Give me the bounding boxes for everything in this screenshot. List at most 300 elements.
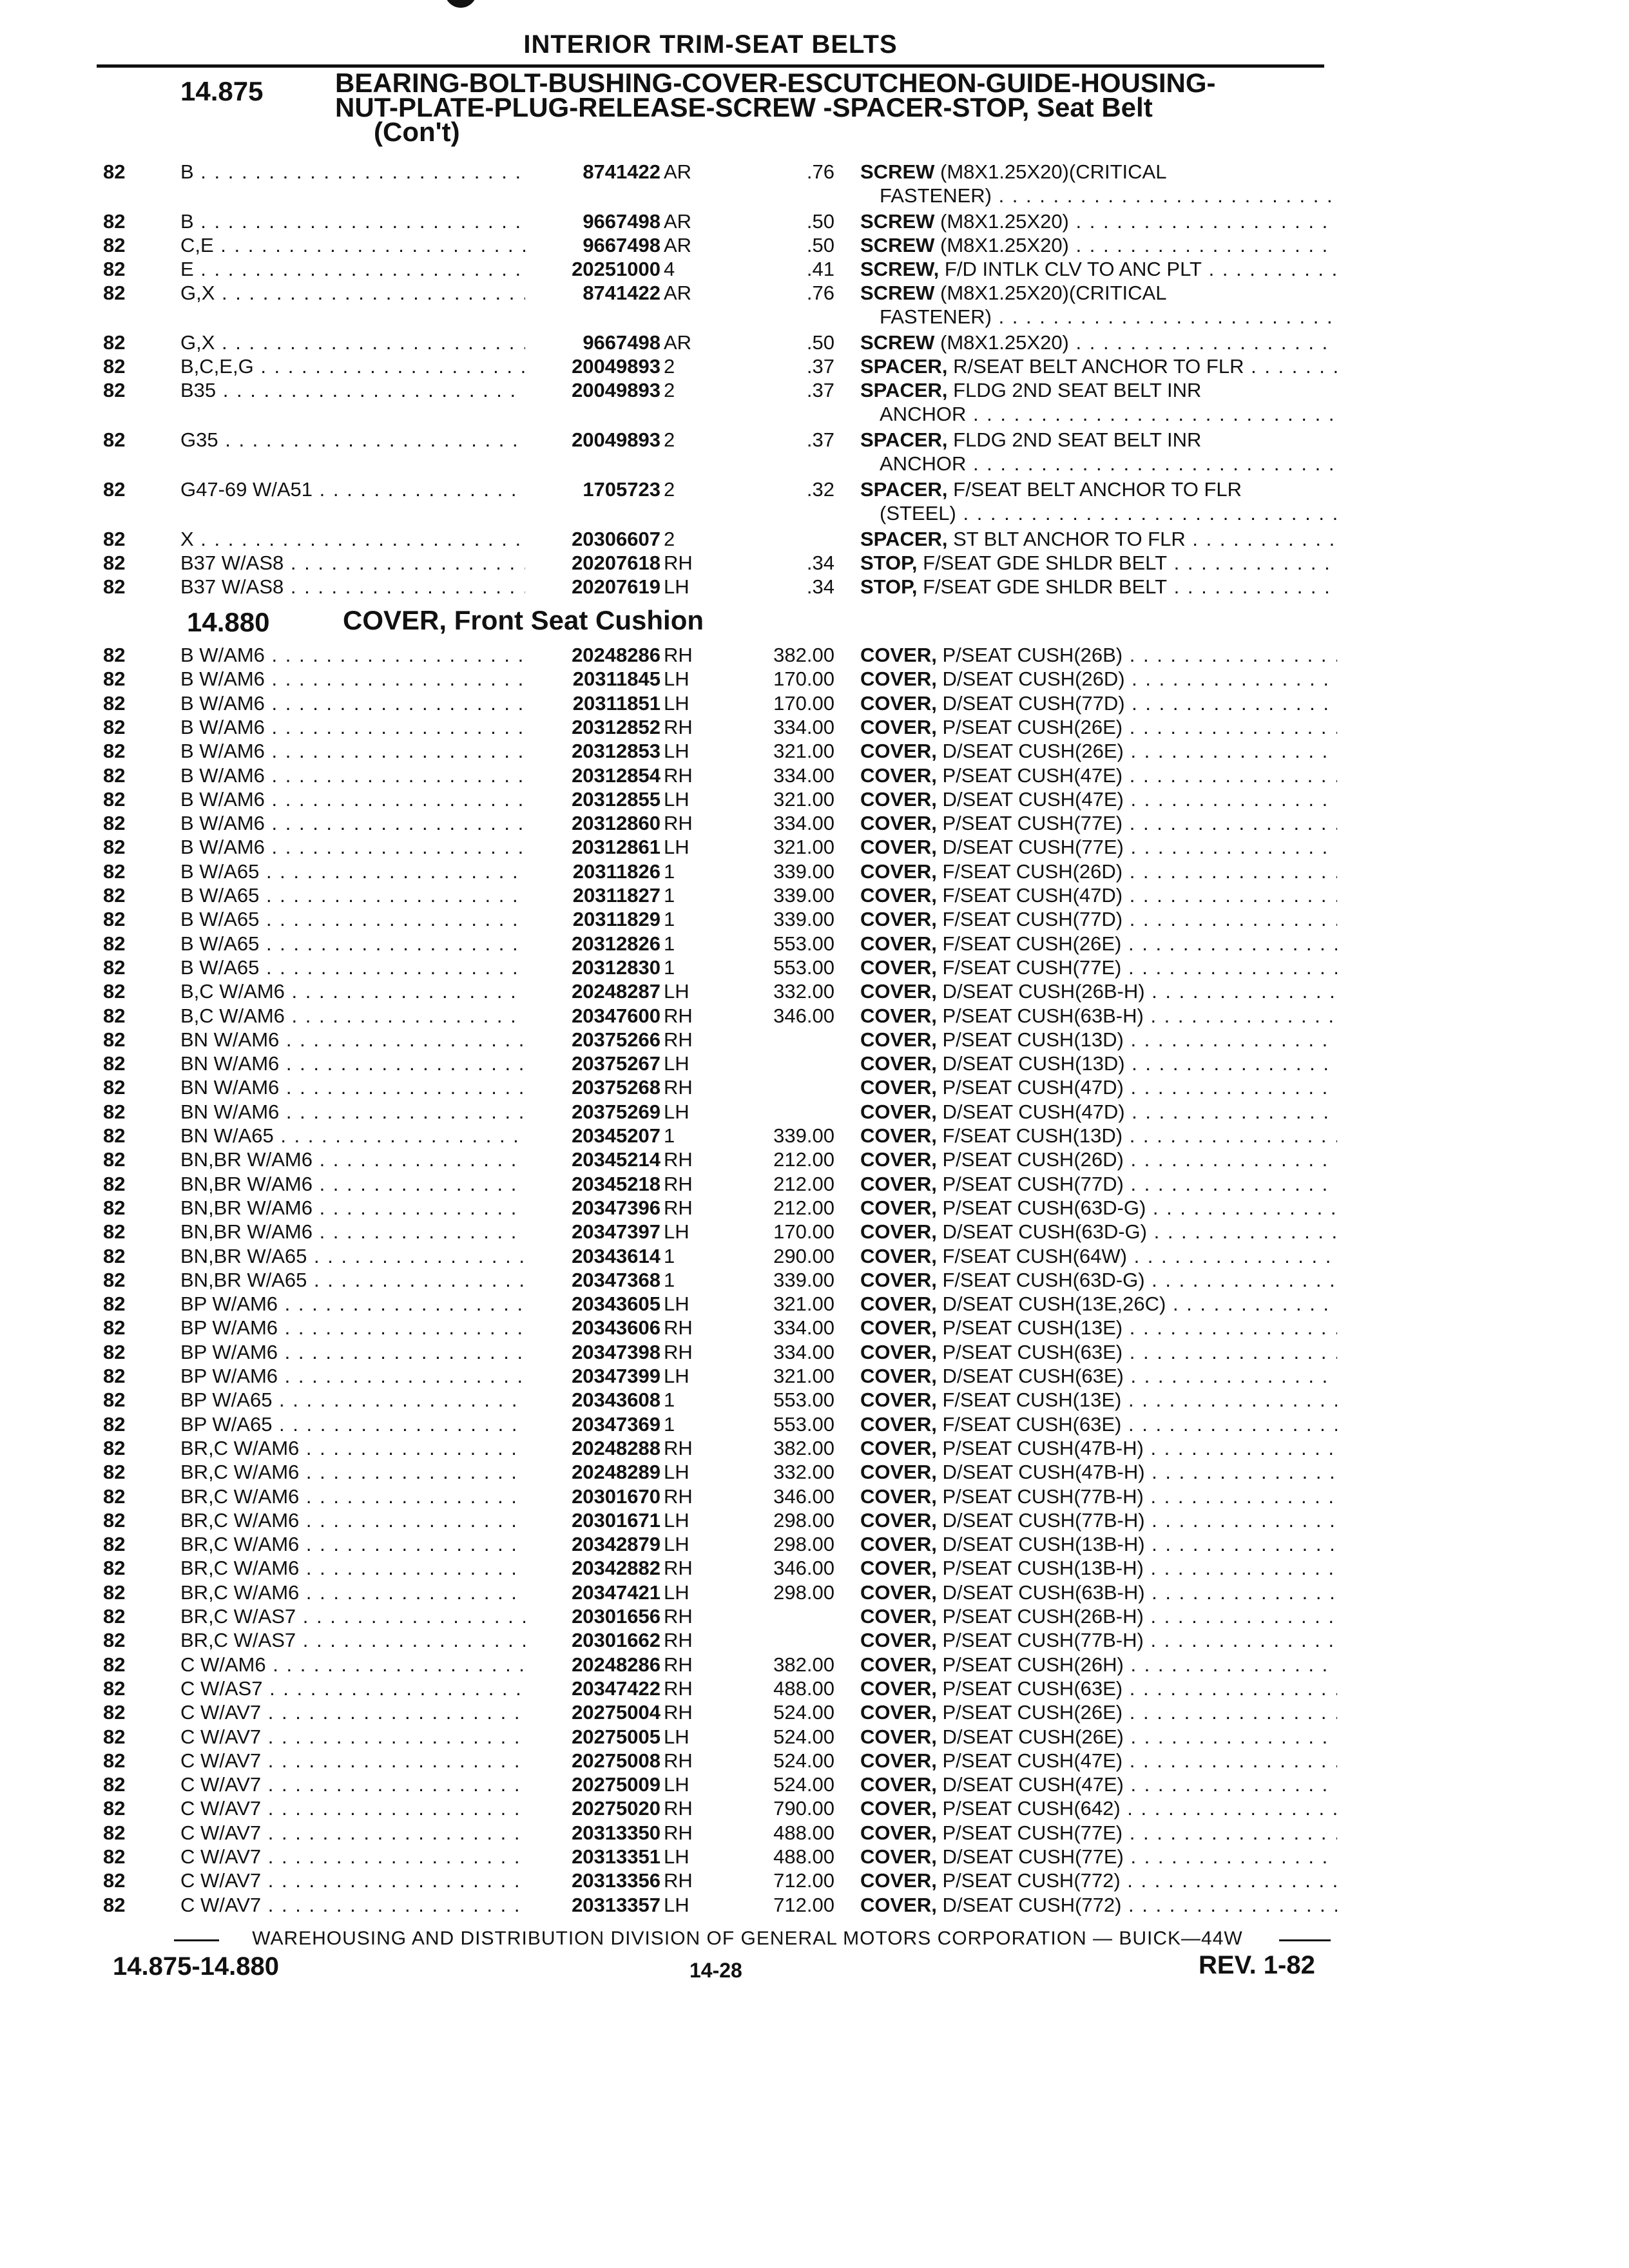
description-cell: COVER, D/SEAT CUSH(47E) . . . — [860, 787, 1337, 811]
model-cell: BR,C W/AM6 . . . — [180, 1581, 525, 1604]
description-cell: COVER, P/SEAT CUSH(77E) . . . — [860, 811, 1337, 835]
page-top-mark — [445, 0, 477, 8]
description-keyword: COVER, — [860, 1028, 937, 1051]
part-number-cell: 20375269 — [572, 1100, 660, 1123]
table-row — [0, 739, 1629, 763]
part-number-cell: 20311851 — [572, 691, 660, 715]
description-cell: COVER, F/SEAT CUSH(77D) . . . — [860, 907, 1337, 931]
description-cell: COVER, P/SEAT CUSH(47B-H) . . . — [860, 1436, 1337, 1460]
description-keyword: COVER, — [860, 1797, 937, 1820]
description-cell: COVER, F/SEAT CUSH(13E) . . . — [860, 1388, 1337, 1412]
section-title — [335, 68, 1216, 147]
table-row — [0, 787, 1629, 811]
price-cell: 553.00 — [773, 956, 834, 979]
group-cell: 82 — [103, 1244, 126, 1267]
description-cell: COVER, D/SEAT CUSH(47B-H) . . . — [860, 1460, 1337, 1484]
group-cell: 82 — [103, 1821, 126, 1844]
table-row — [0, 932, 1629, 956]
group-cell: 82 — [103, 428, 126, 451]
group-cell: 82 — [103, 1365, 126, 1387]
model-cell: C W/AV7 . . . — [180, 1725, 525, 1749]
part-number-cell: 20301656 — [572, 1605, 660, 1628]
model-cell: B,C W/AM6 . . . — [180, 979, 525, 1003]
price-cell: 321.00 — [773, 1293, 834, 1316]
description-keyword: COVER, — [860, 884, 937, 907]
model-cell: BR,C W/AM6 . . . — [180, 1556, 525, 1580]
group-cell: 82 — [103, 1316, 126, 1340]
section-title-line: (Con't) — [374, 117, 460, 147]
price-cell: .41 — [806, 258, 834, 280]
description-keyword: COVER, — [860, 812, 937, 835]
description-keyword: SPACER, — [860, 528, 948, 550]
description-keyword: COVER, — [860, 1557, 937, 1580]
price-cell: 553.00 — [773, 932, 834, 955]
part-number-cell: 20343614 — [572, 1244, 660, 1267]
part-number-cell: 20347368 — [572, 1268, 660, 1291]
description-cell: COVER, D/SEAT CUSH(47D) . . . — [860, 1100, 1337, 1124]
part-number-cell: 20312826 — [572, 932, 660, 955]
table-row — [0, 667, 1629, 691]
price-cell: 298.00 — [773, 1581, 834, 1604]
description-keyword: COVER, — [860, 860, 937, 883]
table-row — [0, 160, 1629, 184]
description-cell: COVER, D/SEAT CUSH(13E,26C) . . . — [860, 1292, 1337, 1316]
part-number-cell: 20347422 — [572, 1677, 660, 1700]
description-keyword: SPACER, — [860, 428, 948, 451]
table-row — [0, 1388, 1629, 1412]
price-cell: 346.00 — [773, 1004, 834, 1027]
quantity-cell: LH — [664, 1508, 689, 1532]
description-cell: SCREW (M8X1.25X20) . . . — [860, 209, 1337, 233]
description-cell: COVER, P/SEAT CUSH(26E) . . . — [860, 715, 1337, 739]
model-cell: C W/AV7 . . . — [180, 1773, 525, 1796]
description-keyword: COVER, — [860, 1389, 937, 1412]
group-cell: 82 — [103, 956, 126, 979]
model-cell: B W/A65 . . . — [180, 860, 525, 883]
part-number-cell: 20301662 — [572, 1629, 660, 1652]
part-number-cell: 20248289 — [572, 1461, 660, 1484]
table-row — [0, 233, 1629, 257]
part-number-cell: 20313357 — [572, 1893, 660, 1916]
table-row — [0, 1436, 1629, 1460]
quantity-cell: LH — [664, 575, 689, 598]
model-cell: BR,C W/AM6 . . . — [180, 1460, 525, 1484]
part-number-cell: 20347600 — [572, 1004, 660, 1027]
group-cell: 82 — [103, 1725, 126, 1748]
description-keyword: COVER, — [860, 1893, 937, 1916]
quantity-cell: 2 — [664, 528, 675, 550]
table-row-continuation — [0, 305, 1629, 329]
table-row-continuation — [0, 501, 1629, 525]
quantity-cell: LH — [664, 836, 689, 859]
model-cell: BR,C W/AM6 . . . — [180, 1532, 525, 1556]
price-cell: .34 — [806, 552, 834, 574]
price-cell: 524.00 — [773, 1749, 834, 1772]
description-cell: COVER, D/SEAT CUSH(63D-G) . . . — [860, 1220, 1337, 1244]
table-row — [0, 1172, 1629, 1196]
quantity-cell: 1 — [664, 884, 675, 907]
part-number-cell: 20275005 — [572, 1725, 660, 1748]
model-cell: BN W/AM6 . . . — [180, 1100, 525, 1124]
table-row — [0, 1100, 1629, 1124]
description-cell: COVER, F/SEAT CUSH(63D-G) . . . — [860, 1268, 1337, 1292]
description-cell: SPACER, FLDG 2ND SEAT BELT INR — [860, 428, 1202, 451]
description-continuation: FASTENER) . . . — [860, 184, 1337, 207]
group-cell: 82 — [103, 210, 126, 233]
model-cell: B . . . — [180, 209, 525, 233]
part-number-cell: 9667498 — [583, 210, 660, 233]
description-cell: COVER, D/SEAT CUSH(77E) . . . — [860, 835, 1337, 859]
footer-rule-left — [174, 1939, 219, 1941]
part-number-cell: 20248287 — [572, 980, 660, 1003]
part-number-cell: 20375267 — [572, 1052, 660, 1075]
description-cell: COVER, P/SEAT CUSH(26B-H) . . . — [860, 1604, 1337, 1628]
description-keyword: COVER, — [860, 1293, 937, 1316]
part-number-cell: 8741422 — [583, 282, 660, 304]
table-row — [0, 1581, 1629, 1604]
description-keyword: COVER, — [860, 1365, 937, 1387]
description-keyword: COVER, — [860, 1436, 937, 1459]
group-cell: 82 — [103, 1749, 126, 1772]
description-cell: COVER, P/SEAT CUSH(642) . . . — [860, 1796, 1337, 1820]
group-cell: 82 — [103, 1461, 126, 1484]
group-cell: 82 — [103, 1076, 126, 1099]
price-cell: 334.00 — [773, 1340, 834, 1363]
description-keyword: SCREW — [860, 331, 935, 354]
description-cell: COVER, P/SEAT CUSH(77D) . . . — [860, 1172, 1337, 1196]
table-row — [0, 1268, 1629, 1292]
table-row — [0, 1796, 1629, 1820]
group-cell: 82 — [103, 1533, 126, 1556]
quantity-cell: RH — [664, 1557, 693, 1580]
group-cell: 82 — [103, 1605, 126, 1628]
quantity-cell: 2 — [664, 355, 675, 378]
quantity-cell: 1 — [664, 860, 675, 883]
group-cell: 82 — [103, 740, 126, 763]
model-cell: BN W/AM6 . . . — [180, 1052, 525, 1075]
description-keyword: COVER, — [860, 1196, 937, 1219]
group-cell: 82 — [103, 1869, 126, 1892]
group-cell: 82 — [103, 552, 126, 574]
price-cell: 334.00 — [773, 812, 834, 835]
description-keyword: COVER, — [860, 740, 937, 763]
table-row — [0, 860, 1629, 883]
footer-page-number: 14-28 — [689, 1959, 742, 1982]
quantity-cell: RH — [664, 1076, 693, 1099]
quantity-cell: RH — [664, 1677, 693, 1700]
part-number-cell: 9667498 — [583, 234, 660, 256]
quantity-cell: LH — [664, 668, 689, 691]
table-row-continuation — [0, 184, 1629, 207]
description-keyword: COVER, — [860, 1220, 937, 1244]
group-cell: 82 — [103, 1196, 126, 1219]
quantity-cell: AR — [664, 234, 692, 256]
price-cell: 339.00 — [773, 860, 834, 883]
table-row — [0, 1075, 1629, 1099]
price-cell: 334.00 — [773, 715, 834, 738]
footer-rule-right — [1279, 1939, 1331, 1941]
description-cell: COVER, F/SEAT CUSH(26E) . . . — [860, 932, 1337, 956]
quantity-cell: AR — [664, 331, 692, 354]
group-cell: 82 — [103, 1797, 126, 1820]
group-cell: 82 — [103, 1268, 126, 1291]
description-keyword: COVER, — [860, 1268, 937, 1291]
description-keyword: COVER, — [860, 715, 937, 738]
part-number-cell: 20312855 — [572, 787, 660, 811]
part-number-cell: 20311829 — [572, 908, 660, 931]
table-row — [0, 354, 1629, 378]
description-keyword: COVER, — [860, 691, 937, 715]
quantity-cell: RH — [664, 1148, 693, 1171]
model-cell: G47-69 W/A51 . . . — [180, 477, 525, 501]
price-cell: 382.00 — [773, 1436, 834, 1459]
table-row — [0, 257, 1629, 281]
description-keyword: COVER, — [860, 668, 937, 691]
description-keyword: COVER, — [860, 1773, 937, 1796]
quantity-cell: RH — [664, 1436, 693, 1459]
table-row — [0, 1052, 1629, 1075]
part-number-cell: 20347369 — [572, 1412, 660, 1436]
table-row — [0, 883, 1629, 907]
part-number-cell: 20311827 — [572, 884, 660, 907]
quantity-cell: 1 — [664, 1124, 675, 1147]
group-cell: 82 — [103, 1845, 126, 1868]
price-cell: 712.00 — [773, 1893, 834, 1916]
group-cell: 82 — [103, 715, 126, 738]
description-keyword: SCREW, — [860, 258, 940, 280]
model-cell: B W/AM6 . . . — [180, 667, 525, 691]
description-keyword: COVER, — [860, 1533, 937, 1556]
description-cell: COVER, P/SEAT CUSH(47D) . . . — [860, 1075, 1337, 1099]
quantity-cell: RH — [664, 715, 693, 738]
table-row — [0, 1677, 1629, 1700]
description-keyword: COVER, — [860, 1677, 937, 1700]
table-row — [0, 1316, 1629, 1340]
description-cell: COVER, P/SEAT CUSH(47E) . . . — [860, 1749, 1337, 1773]
group-cell: 82 — [103, 644, 126, 666]
price-cell: 339.00 — [773, 1124, 834, 1147]
quantity-cell: LH — [664, 1293, 689, 1316]
part-number-cell: 20311826 — [572, 860, 660, 883]
table-row — [0, 643, 1629, 667]
description-cell: SCREW (M8X1.25X20)(CRITICAL — [860, 160, 1167, 183]
description-keyword: COVER, — [860, 1605, 937, 1628]
description-keyword: COVER, — [860, 1124, 937, 1147]
part-number-cell: 20301670 — [572, 1485, 660, 1508]
part-number-cell: 20312853 — [572, 740, 660, 763]
model-cell: C W/AV7 . . . — [180, 1893, 525, 1917]
model-cell: BN,BR W/AM6 . . . — [180, 1172, 525, 1196]
description-keyword: COVER, — [860, 1869, 937, 1892]
description-cell: COVER, D/SEAT CUSH(47E) . . . — [860, 1773, 1337, 1796]
table-row — [0, 331, 1629, 354]
model-cell: C W/AV7 . . . — [180, 1700, 525, 1724]
quantity-cell: 2 — [664, 478, 675, 501]
model-cell: B W/AM6 . . . — [180, 764, 525, 787]
part-number-cell: 20311845 — [572, 668, 660, 691]
description-cell: COVER, P/SEAT CUSH(63B-H) . . . — [860, 1004, 1337, 1028]
quantity-cell: RH — [664, 1605, 693, 1628]
group-cell: 82 — [103, 1172, 126, 1195]
part-number-cell: 20347396 — [572, 1196, 660, 1219]
model-cell: B W/A65 . . . — [180, 907, 525, 931]
description-cell: COVER, D/SEAT CUSH(13D) . . . — [860, 1052, 1337, 1075]
model-cell: C W/AS7 . . . — [180, 1677, 525, 1700]
table-row — [0, 956, 1629, 979]
part-number-cell: 20275008 — [572, 1749, 660, 1772]
group-cell: 82 — [103, 1148, 126, 1171]
price-cell: 332.00 — [773, 980, 834, 1003]
table-row — [0, 1893, 1629, 1917]
model-cell: BN,BR W/A65 . . . — [180, 1268, 525, 1292]
description-cell: STOP, F/SEAT GDE SHLDR BELT . . . — [860, 575, 1337, 599]
description-cell: SCREW (M8X1.25X20)(CRITICAL — [860, 282, 1167, 304]
group-cell: 82 — [103, 691, 126, 715]
part-number-cell: 20343605 — [572, 1293, 660, 1316]
description-continuation: ANCHOR . . . — [860, 402, 1337, 426]
model-cell: BP W/A65 . . . — [180, 1412, 525, 1436]
quantity-cell: 1 — [664, 956, 675, 979]
table-row — [0, 1556, 1629, 1580]
table-row — [0, 1196, 1629, 1220]
part-number-cell: 20207619 — [572, 575, 660, 598]
description-cell: STOP, F/SEAT GDE SHLDR BELT . . . — [860, 551, 1337, 575]
section-title-line: BEARING-BOLT-BUSHING-COVER-ESCUTCHEON-GUIDE-HOUSING- — [335, 68, 1216, 98]
part-number-cell: 20343608 — [572, 1389, 660, 1412]
description-keyword: COVER, — [860, 1845, 937, 1868]
description-cell: SPACER, R/SEAT BELT ANCHOR TO FLR . . . — [860, 354, 1337, 378]
description-keyword: STOP, — [860, 575, 918, 598]
quantity-cell: LH — [664, 1100, 689, 1123]
part-number-cell: 20312852 — [572, 715, 660, 738]
price-cell: .50 — [806, 234, 834, 256]
price-cell: .37 — [806, 428, 834, 451]
price-cell: 170.00 — [773, 1220, 834, 1244]
model-cell: B W/A65 . . . — [180, 956, 525, 979]
description-cell: SCREW, F/D INTLK CLV TO ANC PLT . . . — [860, 257, 1337, 281]
group-cell: 82 — [103, 1004, 126, 1027]
part-number-cell: 20049893 — [572, 355, 660, 378]
table-row — [0, 1700, 1629, 1724]
quantity-cell: RH — [664, 1004, 693, 1027]
table-row — [0, 527, 1629, 551]
model-cell: G,X . . . — [180, 331, 525, 354]
part-number-cell: 20347421 — [572, 1581, 660, 1604]
price-cell: 212.00 — [773, 1148, 834, 1171]
group-cell: 82 — [103, 932, 126, 955]
table-row — [0, 1845, 1629, 1869]
price-cell: 712.00 — [773, 1869, 834, 1892]
table-row — [0, 691, 1629, 715]
table-row — [0, 1148, 1629, 1171]
description-cell: COVER, D/SEAT CUSH(26D) . . . — [860, 667, 1337, 691]
description-cell: SCREW (M8X1.25X20) . . . — [860, 233, 1337, 257]
description-cell: COVER, F/SEAT CUSH(64W) . . . — [860, 1244, 1337, 1268]
description-cell: COVER, P/SEAT CUSH(13E) . . . — [860, 1316, 1337, 1340]
description-cell: COVER, P/SEAT CUSH(63E) . . . — [860, 1677, 1337, 1700]
group-cell: 82 — [103, 884, 126, 907]
part-number-cell: 20345207 — [572, 1124, 660, 1147]
footer-division: WAREHOUSING AND DISTRIBUTION DIVISION OF GENERAL MOTORS CORPORATION — BUICK—44W — [252, 1928, 1243, 1949]
description-cell: SPACER, ST BLT ANCHOR TO FLR . . . — [860, 527, 1337, 551]
part-number-cell: 20049893 — [572, 428, 660, 451]
table-row — [0, 715, 1629, 739]
model-cell: BP W/AM6 . . . — [180, 1364, 525, 1388]
price-cell: 524.00 — [773, 1725, 834, 1748]
model-cell: E . . . — [180, 257, 525, 281]
description-cell: COVER, F/SEAT CUSH(13D) . . . — [860, 1124, 1337, 1148]
price-cell: 321.00 — [773, 740, 834, 763]
price-cell: .34 — [806, 575, 834, 598]
description-keyword: COVER, — [860, 908, 937, 931]
model-cell: C W/AV7 . . . — [180, 1749, 525, 1773]
model-cell: BN,BR W/AM6 . . . — [180, 1196, 525, 1220]
quantity-cell: LH — [664, 740, 689, 763]
section-number: 14.875 — [180, 76, 264, 106]
part-number-cell: 20345214 — [572, 1148, 660, 1171]
group-cell: 82 — [103, 860, 126, 883]
part-number-cell: 20342882 — [572, 1557, 660, 1580]
quantity-cell: LH — [664, 1220, 689, 1244]
group-cell: 82 — [103, 1581, 126, 1604]
model-cell: B37 W/AS8 . . . — [180, 551, 525, 575]
group-cell: 82 — [103, 1508, 126, 1532]
page-header — [97, 24, 1324, 68]
quantity-cell: RH — [664, 1485, 693, 1508]
table-row — [0, 575, 1629, 599]
description-cell: SPACER, F/SEAT BELT ANCHOR TO FLR — [860, 478, 1242, 501]
price-cell: 382.00 — [773, 1653, 834, 1676]
description-keyword: COVER, — [860, 1316, 937, 1340]
price-cell: 339.00 — [773, 1268, 834, 1291]
quantity-cell: 1 — [664, 1389, 675, 1412]
quantity-cell: LH — [664, 1845, 689, 1868]
description-keyword: COVER, — [860, 1485, 937, 1508]
part-number-cell: 20312860 — [572, 812, 660, 835]
description-cell: COVER, P/SEAT CUSH(77E) . . . — [860, 1821, 1337, 1845]
model-cell: C W/AV7 . . . — [180, 1845, 525, 1869]
description-keyword: COVER, — [860, 1052, 937, 1075]
description-keyword: STOP, — [860, 552, 918, 574]
description-cell: COVER, D/SEAT CUSH(77E) . . . — [860, 1845, 1337, 1869]
description-continuation: (STEEL) . . . — [860, 501, 1337, 525]
description-cell: COVER, D/SEAT CUSH(26E) . . . — [860, 1725, 1337, 1749]
model-cell: B,C W/AM6 . . . — [180, 1004, 525, 1028]
price-cell: 553.00 — [773, 1412, 834, 1436]
price-cell: 170.00 — [773, 691, 834, 715]
description-cell: COVER, P/SEAT CUSH(26D) . . . — [860, 1148, 1337, 1171]
price-cell: .50 — [806, 331, 834, 354]
price-cell: 321.00 — [773, 1365, 834, 1387]
quantity-cell: 2 — [664, 428, 675, 451]
price-cell: 298.00 — [773, 1533, 834, 1556]
price-cell: 346.00 — [773, 1485, 834, 1508]
model-cell: G35 . . . — [180, 428, 525, 452]
quantity-cell: RH — [664, 644, 693, 666]
section-title: COVER, Front Seat Cushion — [343, 605, 704, 635]
description-keyword: COVER, — [860, 1821, 937, 1844]
description-keyword: COVER, — [860, 1581, 937, 1604]
table-row — [0, 1773, 1629, 1796]
model-cell: BP W/AM6 . . . — [180, 1292, 525, 1316]
description-keyword: COVER, — [860, 836, 937, 859]
table-row — [0, 1004, 1629, 1028]
description-cell: COVER, D/SEAT CUSH(772) . . . — [860, 1893, 1337, 1917]
table-row-continuation — [0, 452, 1629, 476]
description-keyword: COVER, — [860, 1508, 937, 1532]
model-cell: C W/AV7 . . . — [180, 1821, 525, 1845]
part-number-cell: 20375268 — [572, 1076, 660, 1099]
